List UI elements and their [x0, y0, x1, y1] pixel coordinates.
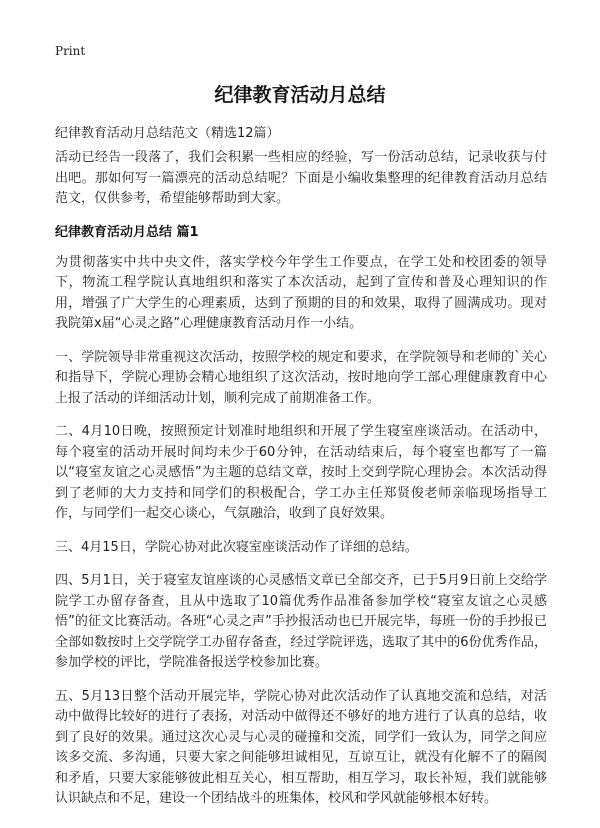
body-paragraph: 四、5月1日，关于寝室友谊座谈的心灵感悟文章已全部交齐，已于5月9日前上交给学院学工办留存备查，且从中选取了10篇优秀作品准备参加学校“寝室友谊之心灵感悟”的征文比赛活动。各班“心灵之声”手抄报活动也已开展完毕，每班一份的手抄报已全部如数按时上交学院学工办留存备查，经过学院评选，选取了其中的6份优秀作品，参加学校的评比，学院准备报送学校参加比赛。 [55, 573, 547, 670]
page-title: 纪律教育活动月总结 [214, 84, 386, 106]
document-subtitle: 纪律教育活动月总结范文（精选12篇） [55, 126, 280, 141]
section-heading: 纪律教育活动月总结 篇1 [55, 224, 199, 240]
body-paragraph: 为贯彻落实中共中央文件，落实学校今年学生工作要点，在学工处和校团委的领导下，物流工程学院认真地组织和落实了本次活动，起到了宣传和普及心理知识的作用，增强了广大学生的心理素质，达到了预期的目的和效果，取得了圆满成功。现对我院第x届“心灵之路”心理健康教育活动月作一小结。 [55, 254, 547, 331]
intro-paragraph: 活动已经告一段落了，我们会积累一些相应的经验，写一份活动总结，记录收获与付出吧。那如何写一篇漂亮的活动总结呢？下面是小编收集整理的纪律教育活动月总结范文，仅供参考，希望能够帮助到大家。 [55, 150, 547, 206]
body-paragraph: 三、4月15日，学院心协对此次寝室座谈活动作了详细的总结。 [55, 539, 418, 555]
print-link[interactable]: Print [55, 44, 86, 58]
document-body [55, 148, 547, 823]
body-paragraph: 五、5月13日整个活动开展完毕，学院心协对此次活动作了认真地交流和总结，对活动中做得比较好的进行了表扬，对活动中做得还不够好的地方进行了认真的总结，收到了良好的效果。通过这次心灵与心灵的碰撞和交流，同学们一致认为，同学之间应该多交流、多沟通，只要大家之间能够坦诚相见，互谅互让，就没有化解不了的隔阂和矛盾，只要大家能够彼此相互关心，相互帮助，相互学习，取长补短，我们就能够认识缺点和不足，建设一个团结战斗的班集体，校风和学风就能够根本好转。 [55, 688, 547, 806]
body-paragraph: 二、4月10日晚，按照预定计划准时地组织和开展了学生寝室座谈活动。在活动中，每个寝室的活动开展时间均未少于60分钟，在活动结束后，每个寝室也都写了一篇以“寝室友谊之心灵感悟”为主题的总结文章，按时上交到学院心理协会。本次活动得到了老师的大力支持和同学们的积极配合，学工办主任郑贤俊老师亲临现场指导工作，与同学们一起交心谈心，气氛融洽，收到了良好效果。 [55, 424, 547, 521]
body-paragraph: 一、学院领导非常重视这次活动，按照学校的规定和要求，在学院领导和老师的`关心和指导下，学院心理协会精心地组织了这次活动，按时地向学工部心理健康教育中心上报了活动的详细活动计划，顺利完成了前期准备工作。 [55, 349, 547, 406]
